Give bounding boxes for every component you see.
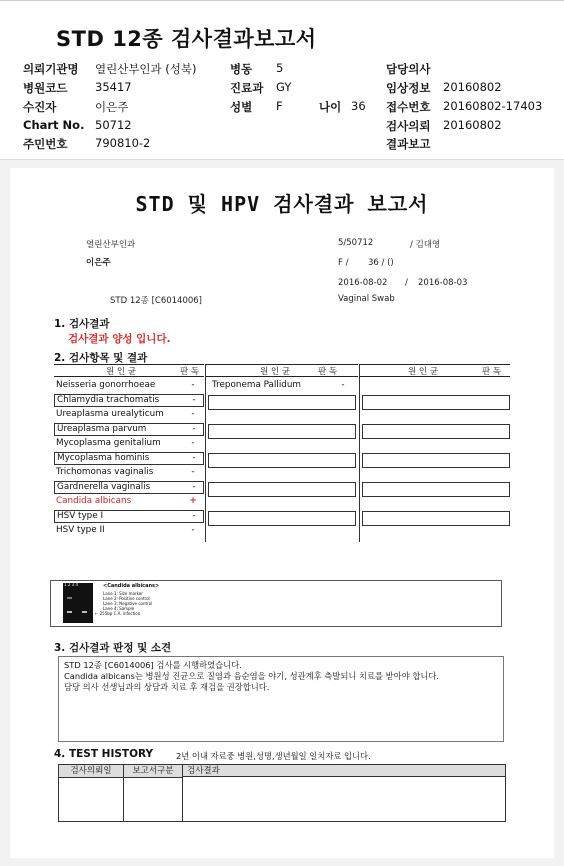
patient-value: 이은주 (95, 100, 129, 114)
col3-header-result: 판 독 (482, 367, 502, 377)
pathogen-result: - (192, 481, 196, 492)
pathogen-name: Ureaplasma parvum (57, 423, 147, 434)
gel-legend (103, 591, 152, 611)
section-2-heading: 2. 검사항목 및 결과 (54, 352, 148, 364)
org-label: 의뢰기관명 (23, 62, 79, 76)
pathogen-name: Trichomonas vaginalis (56, 467, 154, 477)
pathogen-name: Neisseria gonorrhoeae (56, 380, 156, 390)
history-table (58, 764, 506, 822)
column-divider (205, 364, 206, 542)
col1-header-pathogen: 원 인 균 (106, 367, 137, 377)
report-header (0, 0, 564, 160)
date-1: 2016-08-02 (338, 278, 388, 288)
result-text: 검사결과 양성 입니다. (68, 333, 171, 345)
pathogen-result: - (191, 467, 195, 477)
sex-label: 성별 (230, 100, 253, 114)
col2-header-pathogen: 원 인 균 (260, 367, 291, 377)
pathogen-result: + (189, 496, 197, 506)
pathogen-result: - (191, 380, 195, 390)
resident-label: 주민번호 (23, 137, 68, 151)
clinical-value: 20160802 (443, 80, 502, 94)
gel-lane-numbers: 1 2 3 4 (64, 582, 78, 587)
chart-label: Chart No. (23, 118, 85, 132)
gel-band (67, 611, 72, 613)
history-col-date: 검사의뢰일 (59, 765, 124, 778)
empty-cell (362, 511, 510, 526)
section-1-heading: 1. 검사결과 (54, 318, 110, 330)
pathogen-result: - (192, 510, 196, 521)
comment-line: 담당 의사 선생님과의 상담과 치료 후 재검을 권장합니다. (64, 682, 270, 692)
treponema-row (208, 379, 358, 391)
column-divider (359, 364, 360, 542)
history-col-result: 검사결과 (183, 765, 505, 777)
empty-cell (362, 482, 510, 497)
gel-electrophoresis-panel (50, 580, 502, 627)
doctor-label: 담당의사 (386, 62, 431, 76)
chart-value: 50712 (95, 118, 132, 132)
age-line: 36 / () (368, 258, 394, 268)
date-separator: / (405, 278, 408, 288)
gel-band-note: ← 255bp C.A. infection (95, 611, 141, 616)
pathogen-name: Gardnerella vaginalis (57, 481, 151, 492)
date-2: 2016-08-03 (418, 278, 468, 288)
pathogen-name: Mycoplasma genitalium (56, 438, 161, 448)
history-divider (182, 765, 183, 821)
comment-line: Candida albicans는 병원성 진균으로 질염과 음순염을 야기, 성관계후 측발되니 치료를 받아야 합니다. (64, 671, 440, 681)
history-col-type: 보고서구분 (124, 765, 183, 778)
scanned-report-page (10, 168, 554, 858)
pathogen-name: Chlamydia trachomatis (57, 394, 160, 405)
pathogen-result: - (192, 394, 196, 405)
section-3-heading: 3. 검사결과 판정 및 소견 (54, 642, 172, 654)
pathogen-name: HSV type I (57, 510, 104, 521)
patient-name: 이은주 (86, 258, 111, 268)
history-note: 2년 이내 자료중 병원,성명,생년월일 일치자료 입니다. (176, 751, 371, 761)
pathogen-name: HSV type II (56, 525, 105, 535)
pathogen-result: - (191, 409, 195, 419)
hospcode-label: 병원코드 (23, 81, 68, 95)
pathogen-row (54, 408, 204, 420)
history-divider (123, 765, 124, 821)
sex-value: F (276, 99, 283, 113)
specimen: Vaginal Swab (338, 294, 395, 304)
pathogen-row (54, 510, 204, 523)
request-label: 검사의뢰 (386, 119, 431, 133)
section-4-heading: 4. TEST HISTORY (54, 748, 154, 760)
resident-value: 790810-2 (95, 136, 151, 150)
empty-cell (362, 424, 510, 439)
pathogen-result: - (192, 452, 196, 463)
empty-cell (208, 511, 356, 526)
pathogen-row (54, 466, 204, 478)
chart-line: 5/50712 (338, 238, 374, 248)
empty-cell (208, 453, 356, 468)
col3-header-pathogen: 원 인 균 (408, 367, 439, 377)
ward-label: 병동 (230, 62, 253, 76)
hospital-name: 열린산부인과 (86, 240, 136, 250)
std-hpv-title: STD 및 HPV 검사결과 보고서 (135, 192, 429, 216)
gel-legend-line: Lane 4: Sample (103, 606, 135, 611)
gel-legend-line: Lane 3: Negative control (103, 601, 153, 606)
sex-line: F / (338, 258, 349, 268)
pathogen-result: - (191, 438, 195, 448)
pathogen-row (54, 524, 204, 536)
pathogen-row (54, 437, 204, 449)
empty-cell (362, 453, 510, 468)
comment-line: STD 12종 [C6014006] 검사를 시행하였습니다. (64, 660, 242, 670)
gel-band (82, 611, 87, 613)
hospcode-value: 35417 (95, 80, 132, 94)
patient-label: 수진자 (23, 100, 57, 114)
pathogen-result: - (191, 525, 195, 535)
gel-legend-line: Lane 2: Positive control (103, 596, 150, 601)
report-title: STD 12종 검사결과보고서 (56, 27, 317, 51)
pathogen-row (54, 394, 204, 407)
col1-header (54, 364, 204, 377)
pathogen-row (54, 481, 204, 494)
age-value: 36 (351, 99, 366, 113)
age-label: 나이 (319, 100, 342, 114)
test-code: STD 12종 [C6014006] (110, 296, 202, 306)
gel-band (67, 597, 72, 599)
pathogen-result: - (192, 423, 196, 434)
gel-caption: <Candida albicans> (103, 583, 160, 589)
col2-header-result: 판 독 (318, 367, 338, 377)
ward-value: 5 (276, 61, 284, 75)
doctor-line: / 김대영 (410, 240, 441, 250)
col1-header-result: 판 독 (180, 367, 200, 377)
receipt-label: 접수번호 (386, 100, 431, 114)
col2-header (206, 364, 358, 377)
gel-image (63, 583, 93, 623)
empty-cell (362, 395, 510, 410)
pathogen-row (54, 379, 204, 391)
request-value: 20160802 (443, 118, 502, 132)
empty-cell (208, 482, 356, 497)
col3-header (360, 364, 510, 377)
clinical-label: 임상정보 (386, 81, 431, 95)
empty-cell (208, 424, 356, 439)
dept-value: GY (276, 80, 292, 94)
dept-label: 진료과 (230, 81, 264, 95)
receipt-value: 20160802-17403 (443, 99, 543, 113)
pathogen-row (54, 452, 204, 465)
report-label: 결과보고 (386, 137, 431, 151)
pathogen-row (54, 423, 204, 436)
org-value: 열린산부인과 (성북) (95, 62, 197, 76)
comment-box (58, 656, 504, 742)
pathogen-name: Ureaplasma urealyticum (56, 409, 164, 419)
treponema-result: - (341, 380, 345, 390)
gel-legend-line: Lane 1: Size marker (103, 591, 143, 596)
pathogen-name: Candida albicans (56, 496, 132, 506)
pathogen-name: Mycoplasma hominis (57, 452, 150, 463)
pathogen-row (54, 495, 204, 507)
empty-cell (208, 395, 356, 410)
treponema-name: Treponema Pallidum (212, 380, 301, 390)
